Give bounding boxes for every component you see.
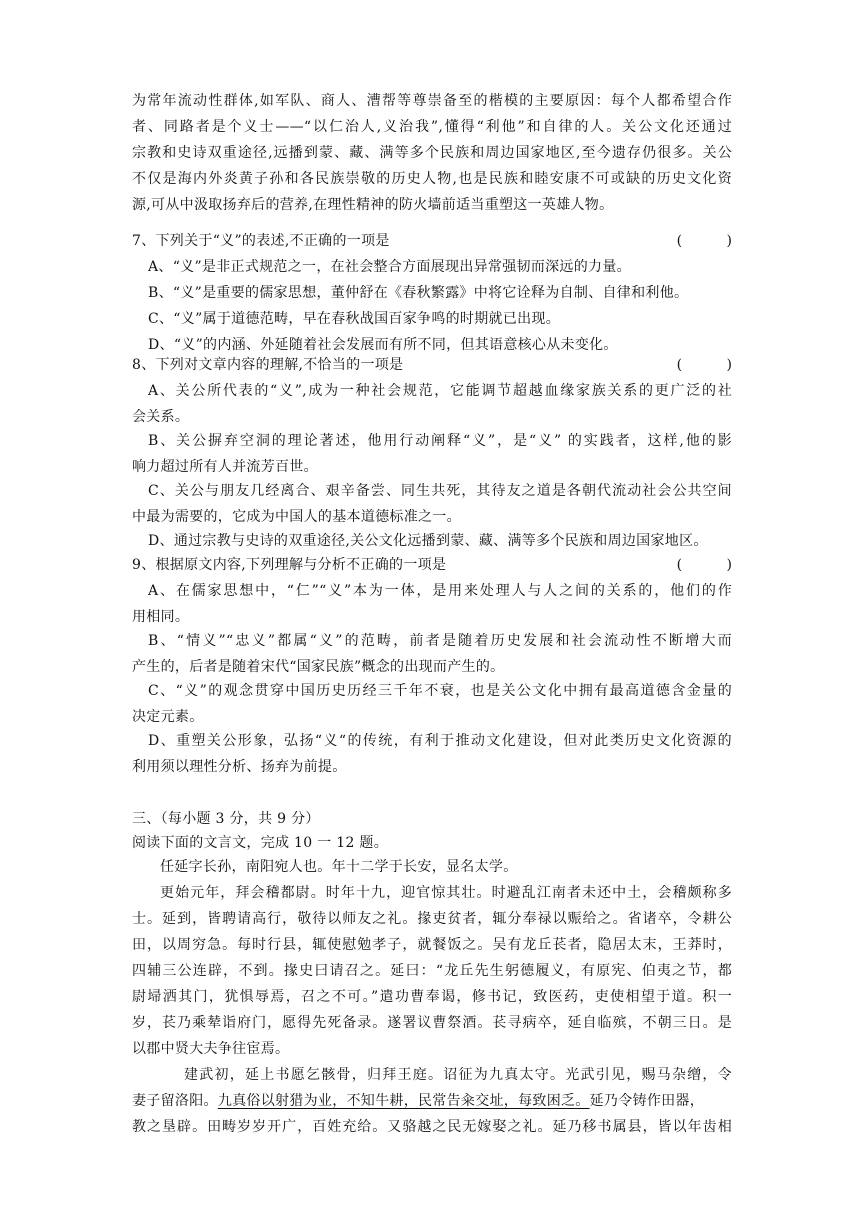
option-9a-cont: 用相同。 <box>132 609 190 625</box>
answer-blank-8[interactable]: ( ) <box>676 357 732 373</box>
classical-text-line: 更始元年，拜会稽都尉。时年十九，迎官惊其壮。时避乱江南者未还中土，会稽颇称多 <box>160 885 732 901</box>
classical-text-segment: 妻子留洛阳。 <box>132 1093 218 1109</box>
classical-text-line: 教之垦辟。田畴岁岁开广，百姓充给。又骆越之民无嫁娶之礼。延乃移书属县，皆以年齿相 <box>132 1119 732 1135</box>
section-3-heading: 三、（每小题 3 分，共 9 分） <box>132 811 320 827</box>
classical-text-segment: 延乃令铸作田器， <box>589 1093 705 1109</box>
option-7d: D、“义”的内涵、外延随着社会发展而有所不同，但其语意核心从未变化。 <box>148 337 618 353</box>
classical-text-line <box>132 1088 732 1114</box>
passage-line: 为常年流动性群体,如军队、商人、漕帮等尊崇备至的楷模的主要原因：每个人都希望合作 <box>132 93 732 109</box>
option-8b: B、关公摒弃空洞的理论著述，他用行动阐释“义”，是“义” 的实践者，这样,他的影 <box>148 433 732 449</box>
option-9d: D、重塑关公形象，弘扬“义“的传统，有利于推动文化建设，但对此类历史文化资源的 <box>148 733 732 749</box>
classical-text-line: 建武初，延上书愿乞骸骨，归拜王庭。诏征为九真太守。光武引见，赐马杂缯，令 <box>184 1067 732 1083</box>
passage-line: 源,可从中汲取扬弃后的营养,在理性精神的防火墙前适当重塑这一英雄人物。 <box>132 197 614 213</box>
option-8a: A、关公所代表的“义”,成为一种社会规范，它能调节超越血缘家族关系的更广泛的社 <box>148 383 732 399</box>
classical-text-line: 岁，苌乃乘辇诣府门，愿得先死备录。遂署议曹祭酒。苌寻病卒，延自临殡，不朝三日。是 <box>132 1015 732 1031</box>
passage-line: 者、同路者是个义士——“以仁治人,义治我”,懂得“利他”和自律的人。关公文化还通过 <box>132 119 732 135</box>
question-7-stem: 7、下列关于“义”的表述,不正确的一项是 <box>132 233 390 249</box>
option-7b: B、“义”是重要的儒家思想，董仲舒在《春秋繁露》中将它诠释为自制、自律和利他。 <box>148 285 689 301</box>
classical-text-line: 田，以周穷急。每时行县，辄使慰勉孝子，就餐饭之。吴有龙丘苌者，隐居太末，王莽时， <box>132 937 732 953</box>
option-8c-cont: 中最为需要的，它成为中国人的基本道德标准之一。 <box>132 509 461 525</box>
option-9b: B、“情义”“忠义”都属“义”的范畴，前者是随着历史发展和社会流动性不断增大而 <box>148 633 732 649</box>
option-9b-cont: 产生的，后者是随着宋代“国家民族”概念的出现而产生的。 <box>132 659 505 675</box>
underlined-sentence: 九真俗以射猎为业，不知牛耕，民常告籴交址，每致困乏。 <box>217 1093 590 1109</box>
option-7a: A、“义”是非正式规范之一，在社会整合方面展现出异常强韧而深远的力量。 <box>148 259 631 275</box>
question-8-stem: 8、下列对文章内容的理解,不恰当的一项是 <box>132 357 404 373</box>
classical-text-line: 士。延到，皆聘请高行，敬待以师友之礼。掾吏贫者，辄分奉禄以赈给之。省诸卒，令耕公 <box>132 911 732 927</box>
option-9c: C、“义”的观念贯穿中国历史历经三千年不衰，也是关公文化中拥有最高道德含金量的 <box>148 683 732 699</box>
option-7c: C、“义”属于道德范畴，早在春秋战国百家争鸣的时期就已出现。 <box>148 311 561 327</box>
option-8d: D、通过宗教与史诗的双重途径,关公文化远播到蒙、藏、满等多个民族和周边国家地区。 <box>148 533 708 549</box>
classical-text-line: 四辅三公连辟，不到。掾史曰请召之。延曰：“龙丘先生躬德履义，有原宪、伯夷之节，都 <box>132 963 732 979</box>
option-8a-cont: 会关系。 <box>132 409 190 425</box>
answer-blank-9[interactable]: ( ) <box>676 557 732 573</box>
option-9d-cont: 利用须以理性分析、扬弃为前提。 <box>132 759 347 775</box>
option-9a: A、在儒家思想中，“仁”“义”本为一体，是用来处理人与人之间的关系的，他们的作 <box>148 583 732 599</box>
option-8c: C、关公与朋友几经离合、艰辛备尝、同生共死，其待友之道是各朝代流动社会公共空间 <box>148 483 732 499</box>
passage-line: 宗教和史诗双重途径,远播到蒙、藏、满等多个民族和周边国家地区,至今遗存仍很多。关公 <box>132 145 732 161</box>
option-9c-cont: 决定元素。 <box>132 709 204 725</box>
answer-blank-7[interactable]: ( ) <box>676 233 732 249</box>
reading-instruction: 阅读下面的文言文，完成 10 一 12 题。 <box>132 835 389 851</box>
option-8b-cont: 响力超过所有人并流芳百世。 <box>132 459 318 475</box>
question-9-stem: 9、根据原文内容,下列理解与分析不正确的一项是 <box>132 557 447 573</box>
passage-line: 不仅是海内外炎黄子孙和各民族崇敬的历史人物,也是民族和睦安康不可或缺的历史文化资 <box>132 171 732 187</box>
classical-text-line: 任延字长孙，南阳宛人也。年十二学于长安，显名太学。 <box>160 859 518 875</box>
classical-text-line: 以郡中贤大夫争往宦焉。 <box>132 1041 290 1057</box>
classical-text-line: 尉埽洒其门，犹惧辱焉，召之不可。”遣功曹奉谒，修书记，致医药，吏使相望于道。积一 <box>132 989 732 1005</box>
